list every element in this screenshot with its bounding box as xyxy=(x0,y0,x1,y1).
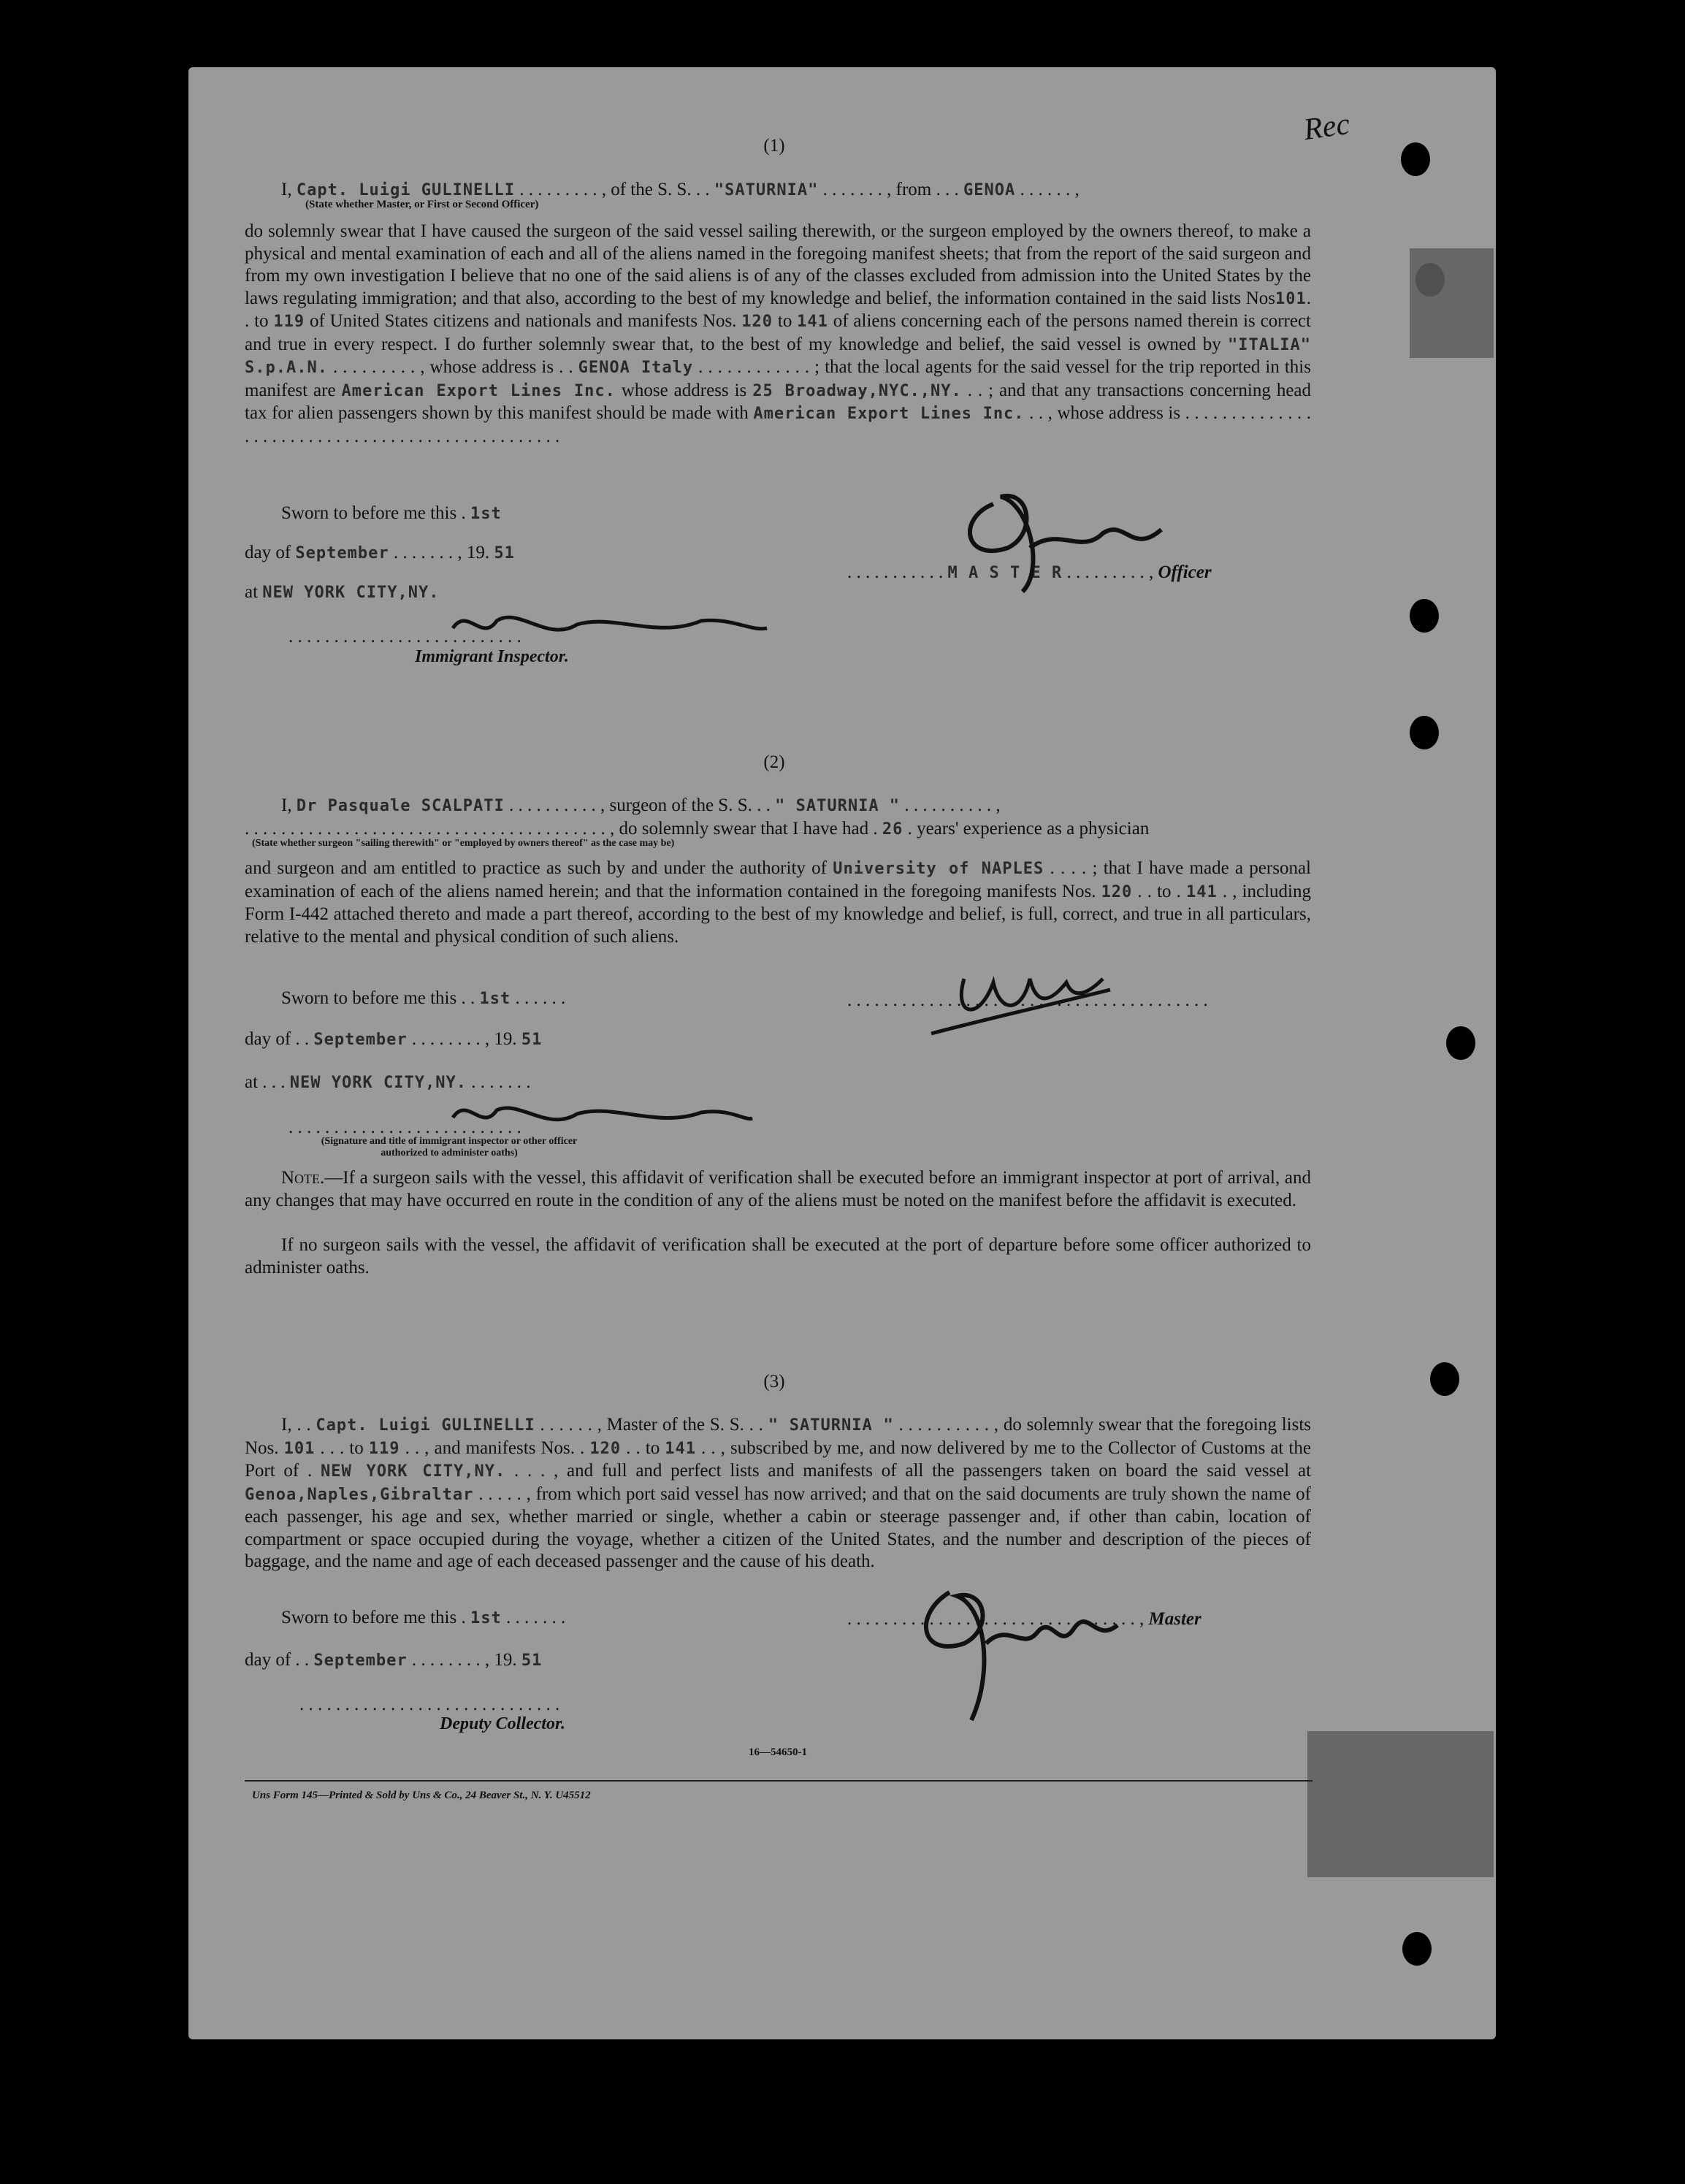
section-3-sworn-line: Sworn to before me this . 1st . . . . . . . xyxy=(281,1608,566,1627)
section-3-day-line: day of . . September . . . . . . . . , 19. 51 xyxy=(245,1650,543,1670)
section-2-years-line: . . . . . . . . . . . . . . . . . . . . . . . . . . . . . . . . . . . . . . . . , do solemnly swear that I have had . 26 . years' experience as a physician xyxy=(245,819,1150,839)
manifests-to-3: 141 xyxy=(665,1439,696,1458)
note-label: Note. xyxy=(281,1168,325,1188)
agents-address: 25 Broadway,NYC.,NY. xyxy=(752,381,962,400)
section-1-day-line: day of September . . . . . . . , 19. 51 xyxy=(245,543,515,562)
lists-from-3: 101 xyxy=(283,1439,316,1458)
vessel-name-2: " SATURNIA " xyxy=(775,797,901,815)
binder-hole xyxy=(1410,716,1439,749)
lists-to: 119 xyxy=(273,313,305,331)
master-label: Master xyxy=(1148,1609,1201,1629)
years-experience: 26 xyxy=(882,820,903,839)
inspector-dots-1: . . . . . . . . . . . . . . . . . . . . . . . . . . xyxy=(289,627,521,646)
port: NEW YORK CITY,NY. xyxy=(321,1462,506,1481)
binder-hole xyxy=(1410,599,1439,633)
captain-signature-3 xyxy=(898,1563,1161,1731)
captain-name: Capt. Luigi GULINELLI xyxy=(296,181,515,199)
surgeon-signature xyxy=(920,950,1176,1045)
note-paragraph-2 xyxy=(245,1234,1311,1279)
master-sign-line: . . . . . . . . . . . . . . . . . . . . . . . . . . . . . . . . , Master xyxy=(847,1609,1201,1629)
section-2-number: (2) xyxy=(763,752,785,772)
section-2-day-line: day of . . September . . . . . . . . , 19. 51 xyxy=(245,1029,543,1049)
section-3-body: I, . . Capt. Luigi GULINELLI . . . . . . , Master of the S. S. . . " SATURNIA " . . . . . . . . . . , do solemnly swear that the foregoing lists Nos. 101 . . . to 119 . . , and manifests Nos. . 120 . . to 141 . . , subscribed by me, and now delivered by me to the Collector of Customs at the Port of . NEW YORK CITY,NY. . . . , and full and perfect lists and manifests of all the passengers taken on board the said vessel at Genoa,Naples,Gibraltar . . . . . , from which port said vessel has now arrived; and that on the said documents are truly shown the name of each passenger, his age and sex, whether married or single, whether a cabin or steerage passenger and, if other than cabin, location of compartment or space occupied during the voyage, whether a citizen of the United States, and the number and description of the pieces of baggage, and the name and age of each deceased passenger and the cause of his death. xyxy=(245,1415,1312,1571)
agents: American Export Lines Inc. xyxy=(341,381,616,400)
note-text-2: If no surgeon sails with the vessel, the affidavit of verification shall be executed at the port of departure before some officer authorized to administer oaths. xyxy=(245,1235,1311,1278)
inspector-dots-2: . . . . . . . . . . . . . . . . . . . . . . . . . . xyxy=(289,1118,521,1137)
vessel-name: "SATURNIA" xyxy=(714,181,819,199)
section-2-sworn-line: Sworn to before me this . . 1st . . . . . . xyxy=(281,988,566,1008)
captain-signature-1 xyxy=(942,460,1183,606)
deputy-dots: . . . . . . . . . . . . . . . . . . . . . . . . . . . . . xyxy=(299,1695,560,1714)
inspector-signature-1 xyxy=(438,599,774,657)
section-1-sworn-line: Sworn to before me this . 1st xyxy=(281,503,502,523)
manifests-from: 120 xyxy=(741,313,773,331)
sworn-month-3: September xyxy=(313,1652,408,1670)
form-code: 16—54650-1 xyxy=(749,1746,807,1758)
inspector-signature-2 xyxy=(438,1092,760,1143)
surgeon-sign-dots: . . . . . . . . . . . . . . . . . . . . . . . . . . . . . . . . . . . . . . . . xyxy=(847,990,1208,1010)
manifests-to: 141 xyxy=(797,313,828,331)
sworn-month-1: September xyxy=(295,544,389,562)
section-2-oath-line: I, Dr Pasquale SCALPATI . . . . . . . . . . , surgeon of the S. S. . . " SATURNIA " . . . . . . . . . . , xyxy=(281,795,1001,815)
section-2-subnote: (State whether surgeon "sailing therewith" or "employed by owners thereof" as the case may be) xyxy=(252,838,675,849)
inspector-label: Immigrant Inspector. xyxy=(415,647,569,666)
surgeon-name: Dr Pasquale SCALPATI xyxy=(296,797,505,815)
at-place-2: NEW YORK CITY,NY. xyxy=(289,1074,467,1092)
section-1-oath-line: I, Capt. Luigi GULINELLI . . . . . . . . . , of the S. S. . . "SATURNIA" . . . . . . . , from . . . GENOA . . . . . . , xyxy=(281,180,1080,199)
sworn-day-3: 1st xyxy=(470,1609,502,1627)
section-1-subnote: (State whether Master, or First or Second Officer) xyxy=(305,199,539,210)
authority: University of NAPLES xyxy=(833,860,1044,878)
owner: "ITALIA" S.p.A.N. xyxy=(245,335,1311,377)
lists-from: 101 xyxy=(1275,289,1307,308)
head-tax-agent: American Export Lines Inc. xyxy=(753,405,1025,423)
lists-to-3: 119 xyxy=(368,1439,400,1458)
manifests-from-2: 120 xyxy=(1101,882,1133,901)
footer-rule xyxy=(245,1780,1313,1782)
sworn-month-2: September xyxy=(313,1031,408,1049)
section-1-at-line: at NEW YORK CITY,NY. xyxy=(245,582,440,602)
deputy-collector-label: Deputy Collector. xyxy=(440,1714,565,1733)
footer-imprint: Uns Form 145—Printed & Sold by Uns & Co., 24 Beaver St., N. Y. U45512 xyxy=(252,1790,591,1801)
manifests-to-2: 141 xyxy=(1186,882,1218,901)
tape-patch xyxy=(1307,1731,1494,1877)
sworn-year-3: 51 xyxy=(521,1652,543,1670)
note-text-1: —If a surgeon sails with the vessel, this affidavit of verification shall be executed before an immigrant inspector at port of arrival, and any changes that may have occurred en route in the condition of any of the aliens must be noted on the manifest before the affidavit is executed. xyxy=(245,1168,1311,1210)
binder-hole xyxy=(1401,142,1430,176)
owner-address: GENOA Italy xyxy=(578,359,694,377)
section-3-number: (3) xyxy=(763,1372,785,1391)
sworn-year-2: 51 xyxy=(521,1031,543,1049)
ports-of-call: Genoa,Naples,Gibraltar xyxy=(245,1485,474,1504)
from-port: GENOA xyxy=(963,181,1016,199)
officer-label: Officer xyxy=(1158,562,1212,582)
tape-patch xyxy=(1410,248,1494,358)
at-place-1: NEW YORK CITY,NY. xyxy=(262,584,440,602)
section-2-signature-note: (Signature and title of immigrant inspector or other officer authorized to administer oaths) xyxy=(321,1136,578,1158)
binder-hole xyxy=(1446,1026,1475,1060)
vessel-name-3: " SATURNIA " xyxy=(768,1416,894,1435)
sworn-day-1: 1st xyxy=(470,505,502,523)
sworn-day-2: 1st xyxy=(479,990,511,1008)
corner-mark: Rec xyxy=(1302,107,1352,148)
captain-name-3: Capt. Luigi GULINELLI xyxy=(316,1416,535,1435)
sworn-year-1: 51 xyxy=(494,544,515,562)
binder-hole xyxy=(1402,1932,1432,1966)
section-1-number: (1) xyxy=(763,136,785,156)
master-title: M A S T E R xyxy=(947,564,1063,582)
section-2-at-line: at . . . NEW YORK CITY,NY. . . . . . . . xyxy=(245,1072,531,1092)
manifests-from-3: 120 xyxy=(589,1439,622,1458)
section-2-body: and surgeon and am entitled to practice as such by and under the authority of University of NAPLES . . . . ; that I have made a personal examination of each of the aliens named herein; and that the information contained in the foregoing manifests Nos. 120 . . to . 141 . , including Form I-442 attached thereto and made a part thereof, according to the best of my knowledge and belief, is full, correct, and true in all particulars, relative to the mental and physical condition of such aliens. xyxy=(245,858,1311,947)
note-paragraph-1 xyxy=(245,1167,1311,1212)
binder-hole xyxy=(1430,1362,1459,1396)
section-1-body: do solemnly swear that I have caused the surgeon of the said vessel sailing therewith, or the surgeon employed by the owners thereof, to make a physical and mental examination of each and all of the aliens named in the foregoing manifest sheets; that from the report of the said surgeon and from my own investigation I believe that no one of the said aliens is of any of the classes excluded from admission into the United States by the laws regulating immigration; and that also, according to the best of my knowledge and belief, the information contained in the said lists Nos101. . to 119 of United States citizens and nationals and manifests Nos. 120 to 141 of aliens concerning each of the persons named therein is correct and true in every respect. I do further solemnly swear that, to the best of my knowledge and belief, the said vessel is owned by "ITALIA" S.p.A.N. . . . . . . . . . , whose address is . . GENOA Italy . . . . . . . . . . . . ; that the local agents for the said vessel for the trip reported in this manifest are American Export Lines Inc. whose address is 25 Broadway,NYC.,NY. . . ; and that any transactions concerning head tax for alien passengers shown by this manifest should be made with American Export Lines Inc. . . , whose address is . . . . . . . . . . . . . . . . . . . . . . . . . . . . . . . . . . . . . . . . . . . . . . . . . xyxy=(245,221,1312,446)
officer-line: . . . . . . . . . . . M A S T E R . . . . . . . . . , Officer xyxy=(847,562,1212,582)
